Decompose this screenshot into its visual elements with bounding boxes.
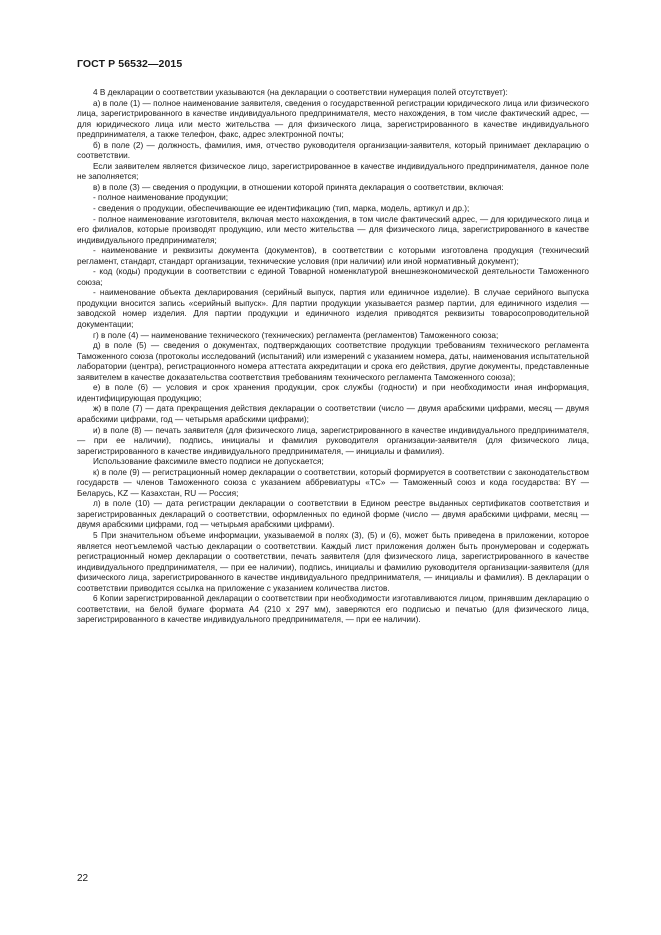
paragraph: - код (коды) продукции в соответствии с единой Товарной номенклатурой внешнеэкономической деятельности Таможенного союза; [77, 267, 589, 287]
paragraph: 5 При значительном объеме информации, указываемой в полях (3), (5) и (6), может быть приведена в приложении, которое является неотъемлемой частью декларации о соответствии. Каждый лист приложения должен быть пронумерован и содержать регистрационный номер декларации о соответствии, печать заявителя (для физического лица, зарегистрированного в качестве индивидуального предпринимателя, — при ее наличии), подпись, инициалы и фамилию руководителя организации-заявителя (для физического лица, зарегистрированного в качестве индивидуального предпринимателя, — инициалы и фамилия). В декларации о соответствии приводится ссылка на приложение с указанием количества листов. [77, 530, 589, 593]
paragraph: и) в поле (8) — печать заявителя (для физического лица, зарегистрированного в качестве индивидуального предпринимателя, — при ее наличии), подпись, инициалы и фамилия руководителя организации-заявителя (для физического лица, зарегистрированного в качестве индивидуального предпринимателя, — инициалы и фамилия). [77, 425, 589, 456]
paragraph: л) в поле (10) — дата регистрации декларации о соответствии в Едином реестре выданных сертификатов соответствия и зарегистрированных деклараций о соответствии, оформленных по единой форме (число — двумя арабскими цифрами, месяц — двумя арабскими цифрами, год — четырьмя арабскими цифрами). [77, 499, 589, 530]
paragraph: - наименование и реквизиты документа (документов), в соответствии с которыми изготовлена продукция (технический регламент, стандарт, стандарт организации, технические условия (при наличии) или иной нормативный документ); [77, 246, 589, 266]
paragraph: Если заявителем является физическое лицо, зарегистрированное в качестве индивидуального предпринимателя, данное поле не заполняется; [77, 161, 589, 182]
paragraph: ж) в поле (7) — дата прекращения действия декларации о соответствии (число — двумя арабскими цифрами, месяц — двумя арабскими цифрами, год — четырьмя арабскими цифрами); [77, 404, 589, 424]
paragraph: е) в поле (6) — условия и срок хранения продукции, срок службы (годности) и при необходимости иная информация, идентифицирующая продукцию; [77, 383, 589, 403]
paragraph: в) в поле (3) — сведения о продукции, в отношении которой принята декларация о соответствии, включая: [93, 182, 504, 192]
paragraph: - наименование объекта декларирования (серийный выпуск, партия или единичное изделие). В случае серийного выпуска продукции вносится запись «серийный выпуск». Для партии продукции указывается размер партии, для единичного изделия — заводской номер изделия. Для партии продукции и единичного изделия приводятся реквизиты товаросопроводительной документации; [77, 288, 589, 330]
document-body [77, 88, 589, 626]
paragraph: г) в поле (4) — наименование технического (технических) регламента (регламентов) Таможенного союза; [93, 330, 499, 340]
paragraph: - полное наименование изготовителя, включая место нахождения, в том числе фактический адрес, — для юридического лица и его филиалов, которые производят продукцию, или место жительства — для физического лица, зарегистрированного в качестве индивидуального предпринимателя; [77, 214, 589, 245]
document-header: ГОСТ Р 56532—2015 [77, 58, 183, 70]
paragraph: - полное наименование продукции; [93, 193, 229, 203]
paragraph: 4 В декларации о соответствии указываются (на декларации о соответствии нумерация полей отсутствует): [93, 88, 508, 97]
page-number: 22 [77, 873, 89, 884]
paragraph: Использование факсимиле вместо подписи не допускается; [93, 457, 324, 467]
paragraph: 6 Копии зарегистрированной декларации о соответствии при необходимости изготавливаются лицом, принявшим декларацию о соответствии, на белой бумаге формата А4 (210 x 297 мм), заверяются его подписью и печатью (для физического лица, зарегистрированного в качестве индивидуального предпринимателя, — при ее наличии). [77, 594, 589, 625]
paragraph: - сведения о продукции, обеспечивающие ее идентификацию (тип, марка, модель, артикул и др.); [93, 204, 470, 214]
paragraph: к) в поле (9) — регистрационный номер декларации о соответствии, который формируется в соответствии с законодательством государств — членов Таможенного союза с указанием аббревиатуры «ТС» — Таможенный союз и кода государства: BY — Беларусь, KZ — Казахстан, RU — Россия; [77, 467, 589, 498]
paragraph: б) в поле (2) — должность, фамилия, имя, отчество руководителя организации-заявителя, который принимает декларацию о соответствии. [77, 140, 589, 161]
paragraph: а) в поле (1) — полное наименование заявителя, сведения о государственной регистрации юридического лица или физического лица, зарегистрированного в качестве индивидуального предпринимателя, место нахождения, в том числе фактический адрес, — для юридического лица или место жительства — для физического лица, зарегистрированного в качестве индивидуального предпринимателя, а также телефон, факс, адрес электронной почты; [77, 98, 589, 140]
paragraph: д) в поле (5) — сведения о документах, подтверждающих соответствие продукции требованиям технического регламента Таможенного союза (протоколы исследований (испытаний) или измерений с указанием номера, даты, наименования испытательной лаборатории (центра), регистрационного номера аттестата аккредитации и срока его действия, другие документы, представленные заявителем в качестве доказательства соответствия требованиям технического регламента Таможенного союза); [77, 341, 589, 382]
